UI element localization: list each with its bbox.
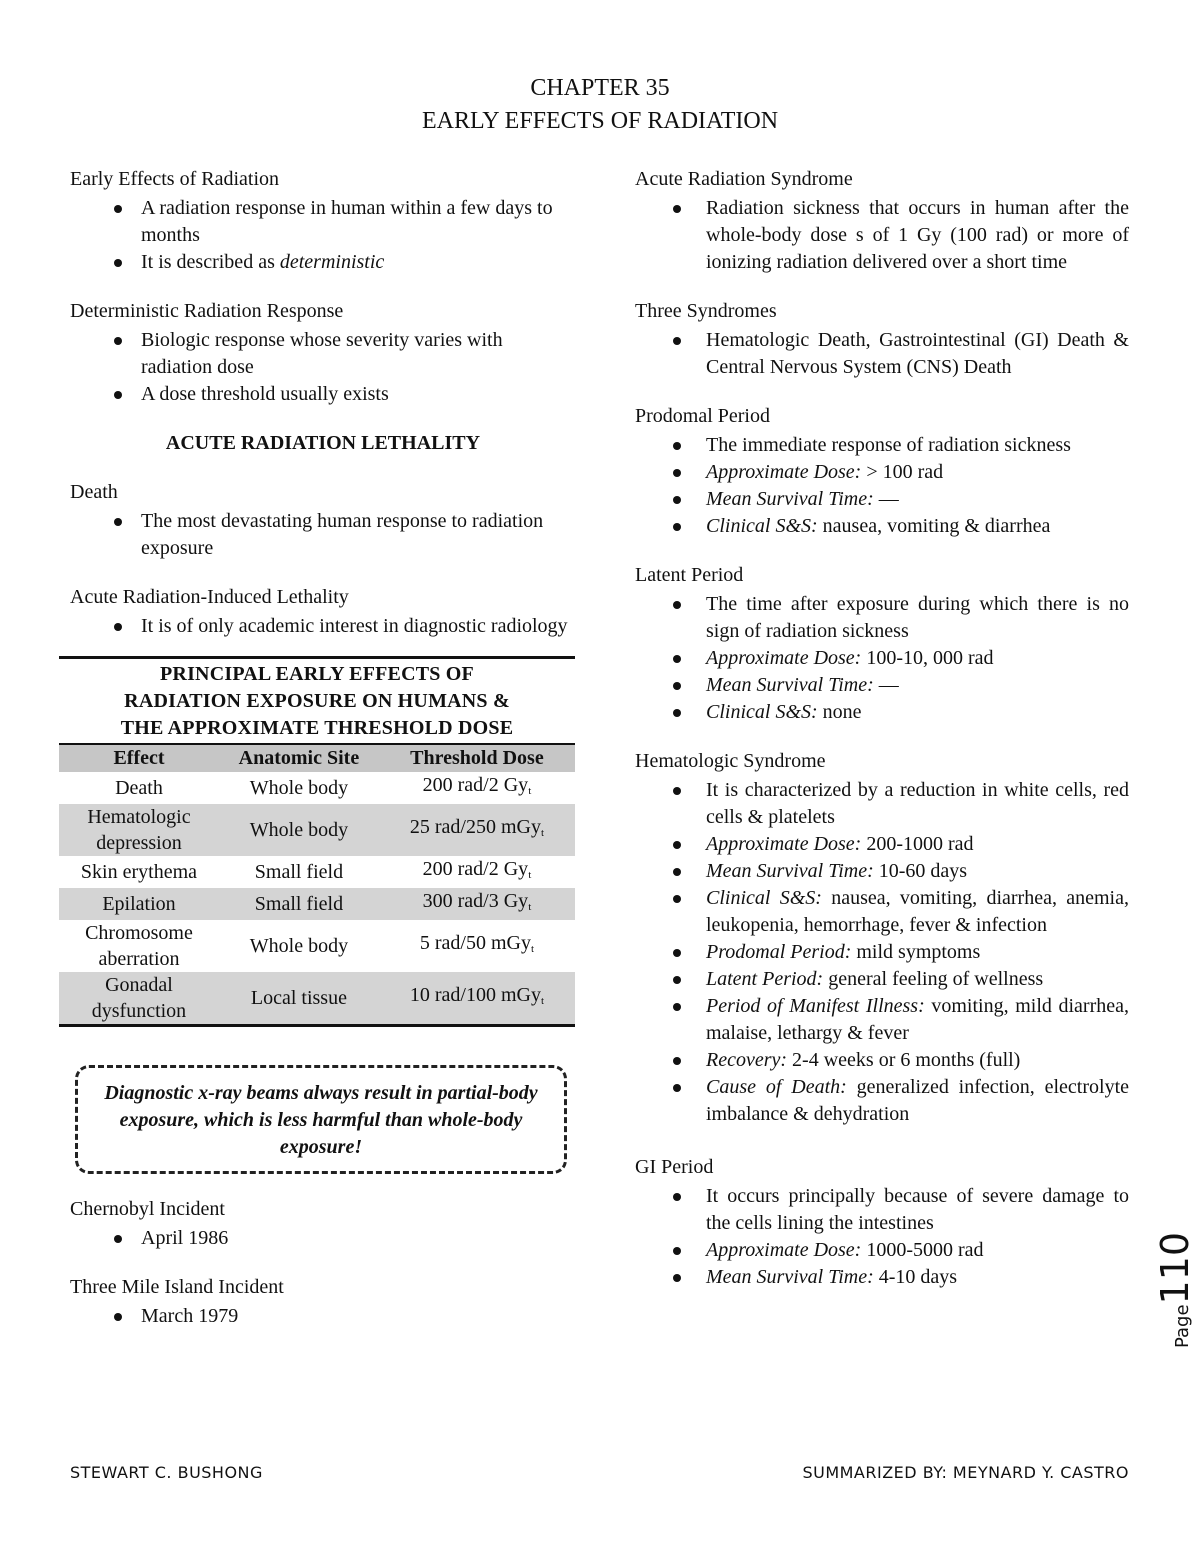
list-item xyxy=(70,249,576,276)
left-column xyxy=(70,166,576,1352)
section-heading: Three Syndromes xyxy=(635,300,777,322)
item-value: — xyxy=(873,674,899,696)
item-label: Recovery: xyxy=(706,1049,788,1071)
table-title-line: PRINCIPAL EARLY EFFECTS OF xyxy=(160,663,474,685)
cell-effect: Hematologic depression xyxy=(59,804,219,856)
footer-author: STEWART C. BUSHONG xyxy=(70,1463,263,1482)
bullet-list xyxy=(635,591,1129,726)
bullet-list xyxy=(70,613,576,640)
list-item xyxy=(635,672,1129,699)
list-item: A radiation response in human within a few days to months xyxy=(70,195,576,249)
section-heading: Early Effects of Radiation xyxy=(70,168,280,190)
cell-dose xyxy=(379,804,575,856)
table-row xyxy=(59,804,575,856)
item-value: mild symptoms xyxy=(851,941,981,963)
table-row xyxy=(59,972,575,1024)
cell-effect: Chromosome aberration xyxy=(85,922,193,970)
dose-subscript: t xyxy=(528,901,532,913)
cell-site: Small field xyxy=(254,861,344,883)
footer-summarizer: SUMMARIZED BY: MEYNARD Y. CASTRO xyxy=(802,1463,1129,1482)
column-header-dose: Threshold Dose xyxy=(379,744,575,772)
page-number-rotated xyxy=(1153,1232,1197,1348)
list-item: Radiation sickness that occurs in human after the whole-body dose s of 1 Gy (100 rad) or more of ionizing radiation delivered over a short time xyxy=(635,195,1129,276)
item-label: Approximate Dose: xyxy=(706,647,862,669)
section-chernobyl xyxy=(70,1196,576,1252)
page-number-value: 110 xyxy=(1153,1231,1197,1305)
cell-site: Whole body xyxy=(219,804,379,856)
bullet-list xyxy=(70,1303,576,1330)
bullet-list xyxy=(635,327,1129,381)
table xyxy=(59,743,575,1024)
bullet-list xyxy=(635,195,1129,276)
page-number xyxy=(1155,1225,1195,1355)
cell-effect: Gonadal dysfunction xyxy=(59,972,219,1024)
list-item: April 1986 xyxy=(70,1225,576,1252)
page-label: Page xyxy=(1172,1304,1193,1349)
cell-site: Local tissue xyxy=(219,972,379,1024)
item-value: none xyxy=(817,701,862,723)
section-heading: Chernobyl Incident xyxy=(70,1198,225,1220)
table-row xyxy=(59,772,575,804)
diagnostic-note-box: Diagnostic x-ray beams always result in partial-body exposure, which is less harmful than whole-body exposure! xyxy=(75,1065,567,1174)
dose-subscript: t xyxy=(530,943,535,955)
cell-site: Whole body xyxy=(249,935,349,957)
item-label: Clinical S&S: xyxy=(706,701,818,723)
cell-effect: Death xyxy=(115,777,163,799)
section-three-mile-island xyxy=(70,1274,576,1330)
section-heading: Hematologic Syndrome xyxy=(635,750,826,772)
table-header-row xyxy=(59,744,575,772)
list-item xyxy=(635,486,1129,513)
item-value: nausea, vomiting & diarrhea xyxy=(817,515,1051,537)
list-item: Biologic response whose severity varies with radiation dose xyxy=(70,327,576,381)
page-title xyxy=(0,72,1200,138)
acute-lethality-heading: ACUTE RADIATION LETHALITY xyxy=(165,432,481,454)
list-item xyxy=(635,699,1129,726)
chapter-title: EARLY EFFECTS OF RADIATION xyxy=(421,108,779,134)
item-value: 4-10 days xyxy=(873,1266,958,1288)
item-label: Approximate Dose: xyxy=(706,1239,862,1261)
list-item: The immediate response of radiation sickness xyxy=(635,432,1129,459)
list-item xyxy=(635,966,1129,993)
item-value: general feeling of wellness xyxy=(823,968,1044,990)
item-value: 1000-5000 rad xyxy=(861,1239,984,1261)
section-heading: GI Period xyxy=(635,1156,714,1178)
section-three-syndromes xyxy=(635,298,1129,381)
list-item xyxy=(635,858,1129,885)
item-label: Clinical S&S: xyxy=(706,887,822,909)
item-value: > 100 rad xyxy=(861,461,944,483)
cell-site: Small field xyxy=(219,888,379,920)
item-value: nausea, vomiting, diarrhea, anemia, leukopenia, hemorrhage, fever & infection xyxy=(706,887,1129,936)
item-value: 100-10, 000 rad xyxy=(861,647,994,669)
item-label: Mean Survival Time: xyxy=(706,860,874,882)
list-item: It occurs principally because of severe damage to the cells lining the intestines xyxy=(635,1183,1129,1237)
item-label: Latent Period: xyxy=(706,968,824,990)
list-item: The time after exposure during which there is no sign of radiation sickness xyxy=(635,591,1129,645)
item-value: 2-4 weeks or 6 months (full) xyxy=(787,1049,1021,1071)
cell-dose xyxy=(379,888,575,920)
section-acute-induced xyxy=(70,584,576,640)
dose-subscript: t xyxy=(528,785,532,797)
table-title-line: RADIATION EXPOSURE ON HUMANS & xyxy=(124,690,510,712)
item-label: Cause of Death: xyxy=(706,1076,847,1098)
item-label: Mean Survival Time: xyxy=(706,488,874,510)
list-item xyxy=(635,1047,1129,1074)
list-item-emphasis: deterministic xyxy=(279,251,385,273)
cell-dose xyxy=(379,920,575,972)
dose-subscript: t xyxy=(528,869,532,881)
list-item xyxy=(635,459,1129,486)
section-prodomal-period xyxy=(635,403,1129,540)
list-item: A dose threshold usually exists xyxy=(70,381,576,408)
bullet-list xyxy=(70,508,576,562)
dose-value: 200 rad/2 Gy xyxy=(422,774,529,796)
section-heading: Prodomal Period xyxy=(635,405,770,427)
table-row xyxy=(59,920,575,972)
item-value: generalized infection, electrolyte imbalance & dehydration xyxy=(706,1076,1130,1125)
bullet-list xyxy=(635,1183,1129,1291)
column-header-site: Anatomic Site xyxy=(219,744,379,772)
list-item xyxy=(635,513,1129,540)
section-hematologic-syndrome xyxy=(635,748,1129,1128)
list-item xyxy=(635,885,1129,939)
item-value: — xyxy=(873,488,899,510)
list-item: March 1979 xyxy=(70,1303,576,1330)
list-item: It is characterized by a reduction in white cells, red cells & platelets xyxy=(635,777,1129,831)
list-item xyxy=(635,831,1129,858)
list-item: It is of only academic interest in diagnostic radiology xyxy=(70,613,576,640)
list-item: Hematologic Death, Gastrointestinal (GI) Death & Central Nervous System (CNS) Death xyxy=(635,327,1129,381)
section-heading: Latent Period xyxy=(635,564,744,586)
section-heading: Deterministic Radiation Response xyxy=(70,300,344,322)
item-value: vomiting, mild diarrhea, malaise, lethargy & fever xyxy=(706,995,1130,1044)
section-acute-radiation-syndrome xyxy=(635,166,1129,276)
bullet-list xyxy=(70,1225,576,1252)
list-item: The most devastating human response to radiation exposure xyxy=(70,508,576,562)
section-heading: Acute Radiation Syndrome xyxy=(635,168,853,190)
dose-value: 200 rad/2 Gy xyxy=(422,858,529,880)
list-item xyxy=(635,645,1129,672)
cell-site: Whole body xyxy=(249,777,349,799)
threshold-dose-table xyxy=(59,656,575,1027)
section-heading: Death xyxy=(70,481,118,503)
item-label: Clinical S&S: xyxy=(706,515,818,537)
table-row xyxy=(59,856,575,888)
dose-subscript: t xyxy=(540,827,545,839)
section-death xyxy=(70,479,576,562)
dose-value: 5 rad/50 mGy xyxy=(419,932,531,954)
list-item xyxy=(635,1264,1129,1291)
dose-value: 10 rad/100 mGy xyxy=(409,984,541,1006)
item-label: Approximate Dose: xyxy=(706,833,862,855)
cell-effect: Skin erythema xyxy=(80,861,198,883)
section-latent-period xyxy=(635,562,1129,726)
item-label: Prodomal Period: xyxy=(706,941,852,963)
dose-value: 25 rad/250 mGy xyxy=(409,816,541,838)
list-item-text: It is described as xyxy=(141,251,280,273)
table-row xyxy=(59,888,575,920)
list-item xyxy=(635,939,1129,966)
item-label: Mean Survival Time: xyxy=(706,1266,874,1288)
bullet-list xyxy=(635,777,1129,1128)
cell-dose xyxy=(379,972,575,1024)
bullet-list xyxy=(70,327,576,408)
section-early-effects xyxy=(70,166,576,276)
table-title-line: THE APPROXIMATE THRESHOLD DOSE xyxy=(120,717,514,739)
dose-subscript: t xyxy=(540,995,545,1007)
table-title xyxy=(59,659,575,743)
section-gi-period xyxy=(635,1154,1129,1291)
section-deterministic xyxy=(70,298,576,408)
list-item xyxy=(635,1237,1129,1264)
cell-effect: Epilation xyxy=(59,888,219,920)
chapter-number: CHAPTER 35 xyxy=(530,75,670,101)
section-heading: Acute Radiation-Induced Lethality xyxy=(70,586,349,608)
item-value: 10-60 days xyxy=(873,860,968,882)
list-item xyxy=(635,993,1129,1047)
dose-value: 300 rad/3 Gy xyxy=(422,890,529,912)
bullet-list xyxy=(635,432,1129,540)
list-item xyxy=(635,1074,1129,1128)
section-heading: Three Mile Island Incident xyxy=(70,1276,284,1298)
item-label: Period of Manifest Illness: xyxy=(706,995,925,1017)
bullet-list xyxy=(70,195,576,276)
item-label: Approximate Dose: xyxy=(706,461,862,483)
cell-dose xyxy=(379,772,575,804)
right-column xyxy=(635,166,1129,1313)
column-header-effect: Effect xyxy=(59,744,219,772)
item-label: Mean Survival Time: xyxy=(706,674,874,696)
item-value: 200-1000 rad xyxy=(861,833,974,855)
cell-dose xyxy=(379,856,575,888)
